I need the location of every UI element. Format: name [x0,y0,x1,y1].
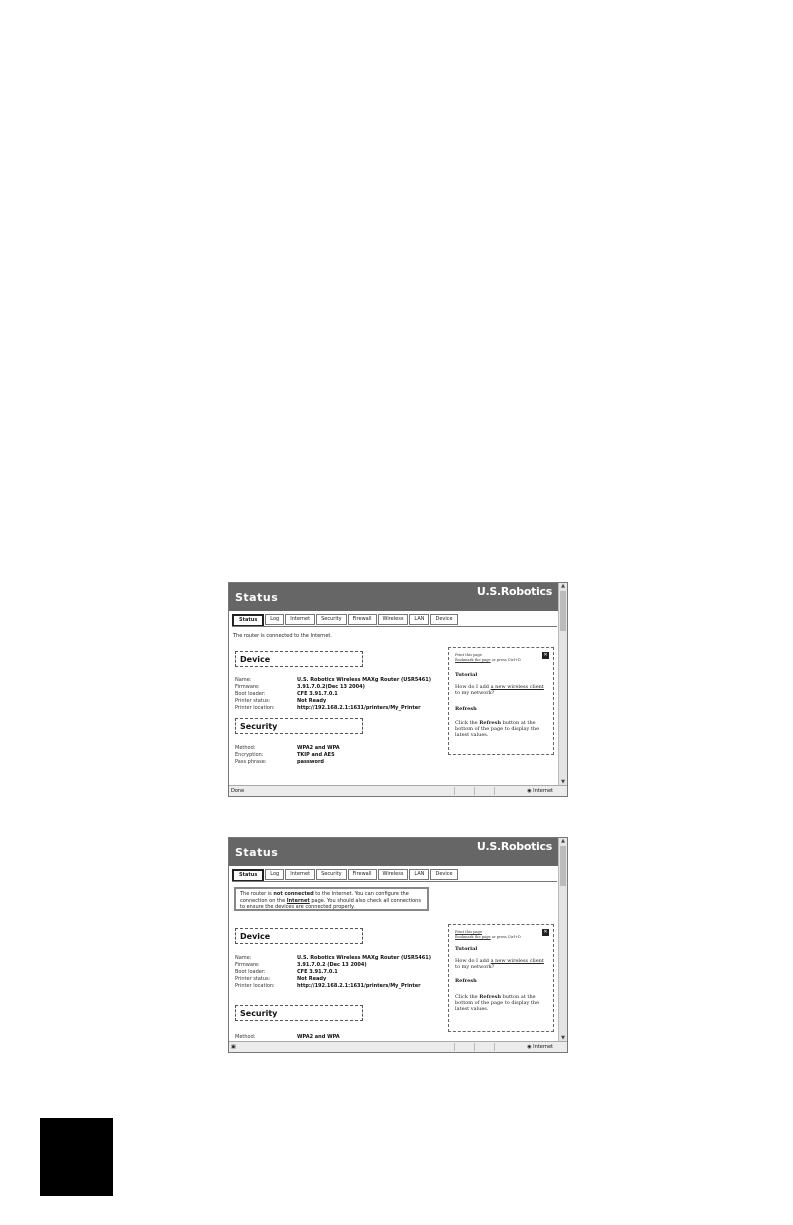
tab-divider [232,881,557,882]
header-bar [229,838,558,866]
tab-internet[interactable]: Internet [285,614,315,625]
print-page-link[interactable]: Print this page [455,653,482,657]
not-connected-message: The router is not connected to the Internet. You can configure the connection on the Internet page. You should also check all connections to ensure the devices are connected properly. [234,887,429,911]
bookmark-link[interactable]: Bookmark the page [455,658,491,662]
wireless-client-link[interactable]: a new wireless client [490,684,544,690]
globe-icon: ◉ [527,1044,534,1050]
help-panel [448,647,554,755]
vertical-scrollbar[interactable] [558,838,567,1041]
refresh-heading: Refresh [455,978,477,984]
page-tab-marker [40,1118,113,1196]
tab-status[interactable]: Status [232,614,264,627]
help-panel [448,924,554,1032]
tab-wireless[interactable]: Wireless [378,614,409,625]
internet-page-link[interactable]: Internet [286,897,310,904]
tutorial-text: How do I add a new wireless client to my network? [455,958,544,970]
scroll-thumb[interactable] [560,846,566,886]
tab-status[interactable]: Status [232,869,264,882]
scroll-down-icon[interactable]: ▼ [561,1035,565,1041]
bookmark-line: Bookmark the page or press Ctrl+D [455,658,521,662]
tutorial-heading: Tutorial [455,672,478,678]
device-row-name: Name: U.S. Robotics Wireless MAXg Router (USR5461) [235,677,432,683]
tutorial-text: How do I add a new wireless client to my network? [455,684,544,696]
refresh-heading: Refresh [455,706,477,712]
security-row-pass-phrase: Pass phrase: password [235,759,325,765]
refresh-text: Click the Refresh button at the bottom of the page to display the latest values. [455,994,540,1012]
tab-log[interactable]: Log [265,614,284,625]
globe-icon: ◉ [527,788,534,794]
device-row-printer-status: Printer status: Not Ready [235,698,327,704]
device-row-name: Name: U.S. Robotics Wireless MAXg Router (USR5461) [235,955,432,961]
tab-firewall[interactable]: Firewall [348,869,377,880]
internet-zone: ◉ Internet [527,788,553,794]
tab-internet[interactable]: Internet [285,869,315,880]
connection-message: The router is connected to the Internet. [233,633,332,639]
device-row-firmware: Firmware: 3.91.7.0.2 (Dec 13 2004) [235,962,367,968]
tab-device[interactable]: Device [430,614,457,625]
device-row-printer-location: Printer location: http://192.168.2.1:1631/printers/My_Printer [235,705,421,711]
tab-firewall[interactable]: Firewall [348,614,377,625]
security-row-method: Method: WPA2 and WPA [235,745,340,751]
scroll-thumb[interactable] [560,591,566,631]
print-page-link[interactable]: Print this page [455,930,482,934]
browser-status-bar [229,785,567,796]
tab-security[interactable]: Security [316,869,347,880]
device-row-printer-location: Printer location: http://192.168.2.1:1631/printers/My_Printer [235,983,421,989]
security-row-encryption: Encryption: TKIP and AES [235,752,335,758]
close-help-icon[interactable]: ✕ [543,929,548,935]
security-heading: Security [235,718,363,734]
tab-divider [232,626,557,627]
browser-status-bar [229,1041,567,1052]
status-done: Done [231,788,245,794]
device-row-firmware: Firmware: 3.91.7.0.2(Dec 13 2004) [235,684,365,690]
scroll-down-icon[interactable]: ▼ [561,779,565,785]
wireless-client-link[interactable]: a new wireless client [490,958,544,964]
scroll-up-icon[interactable]: ▲ [561,583,565,589]
header-bar [229,583,558,611]
device-heading: Device [235,928,363,944]
scroll-up-icon[interactable]: ▲ [561,838,565,844]
tab-wireless[interactable]: Wireless [378,869,409,880]
device-row-printer-status: Printer status: Not Ready [235,976,327,982]
close-help-icon[interactable]: ✕ [543,652,548,658]
tab-lan[interactable]: LAN [409,614,429,625]
refresh-text: Click the Refresh button at the bottom of the page to display the latest values. [455,720,540,738]
device-row-boot-loader: Boot loader: CFE 3.91.7.0.1 [235,969,338,975]
internet-zone: ◉ Internet [527,1044,553,1050]
page-status-icon: ▣ [231,1044,236,1050]
tutorial-heading: Tutorial [455,946,478,952]
vertical-scrollbar[interactable] [558,583,567,785]
bookmark-line: Bookmark the page or press Ctrl+D [455,935,521,939]
device-heading: Device [235,651,363,667]
status-screenshot-connected [228,582,568,797]
page-title: Status [235,591,279,604]
page-title: Status [235,846,279,859]
tab-device[interactable]: Device [430,869,457,880]
tab-security[interactable]: Security [316,614,347,625]
brand-logo: U.S.Robotics [476,585,552,598]
status-screenshot-not-connected [228,837,568,1053]
tab-lan[interactable]: LAN [409,869,429,880]
tab-log[interactable]: Log [265,869,284,880]
security-row-method: Method: WPA2 and WPA [235,1034,340,1040]
brand-logo: U.S.Robotics [476,840,552,853]
device-row-boot-loader: Boot loader: CFE 3.91.7.0.1 [235,691,338,697]
bookmark-link[interactable]: Bookmark the page [455,935,491,939]
security-heading: Security [235,1005,363,1021]
